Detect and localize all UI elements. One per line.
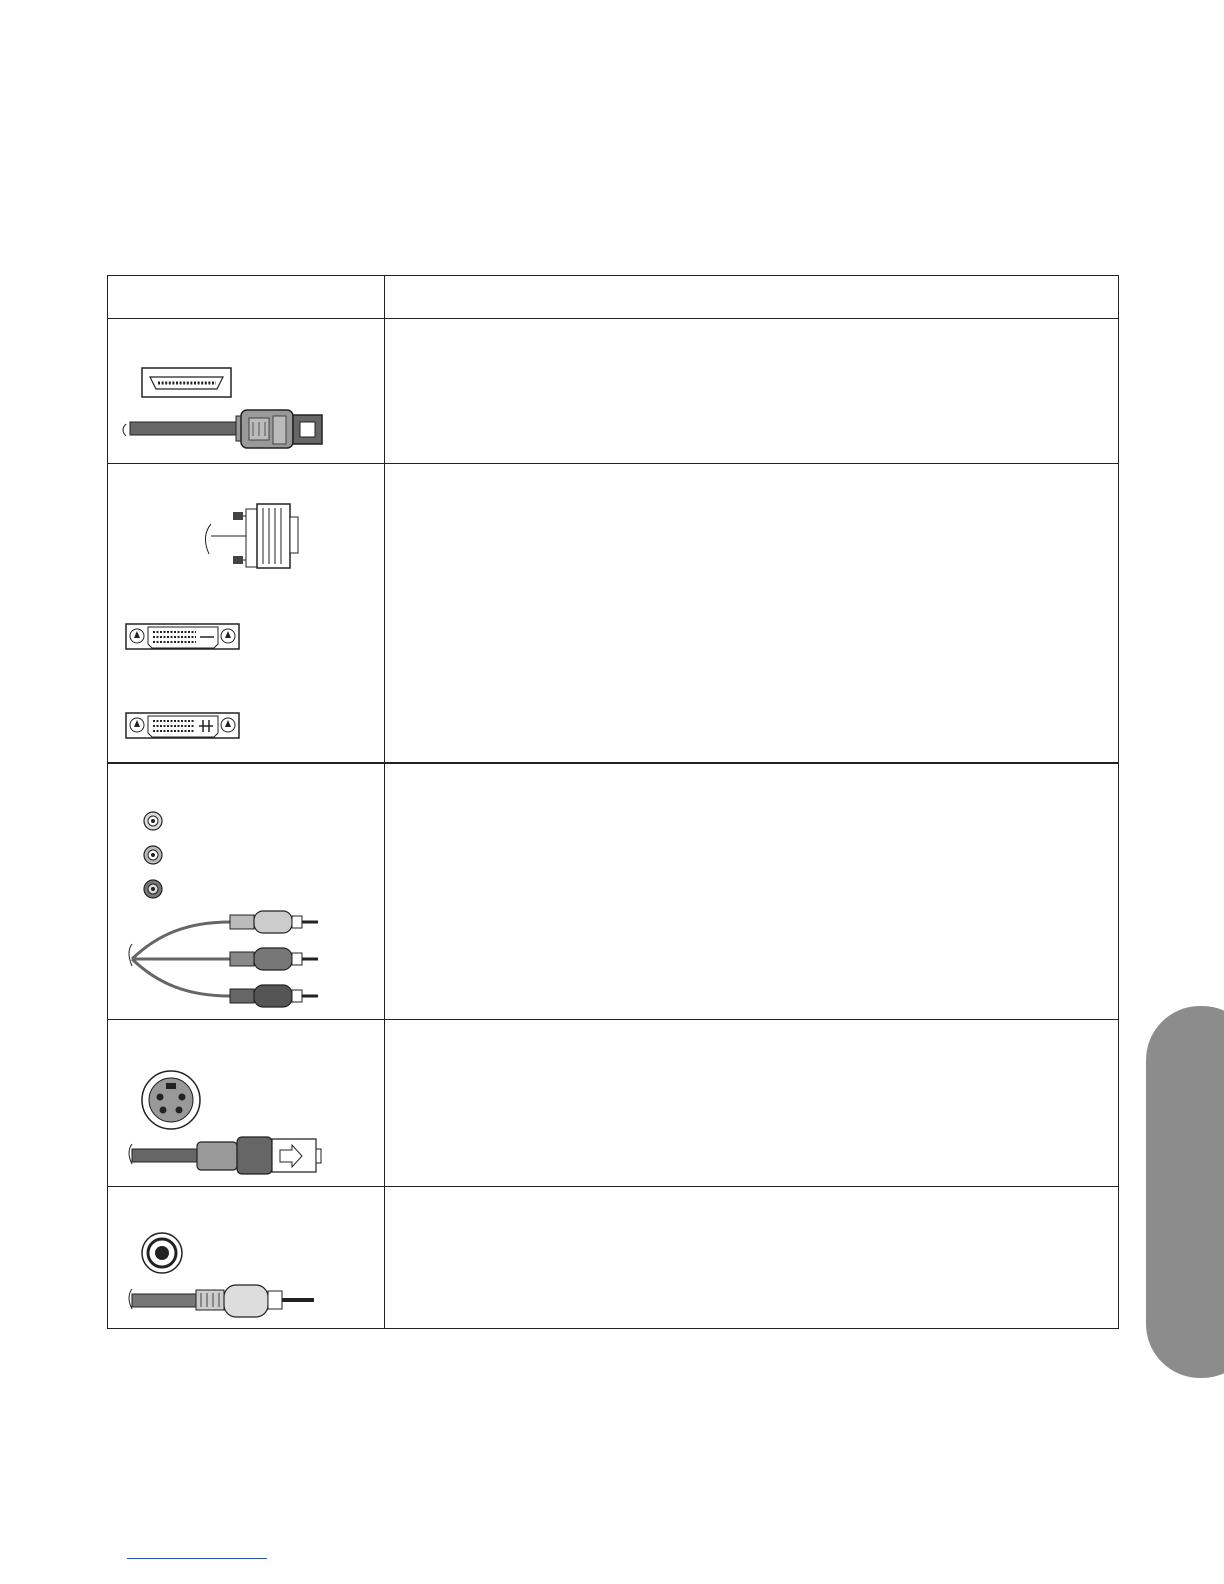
connector-image-cell: [108, 319, 385, 464]
connector-image-cell: [108, 464, 385, 764]
connector-description: [385, 1020, 1119, 1187]
table-row-component: [108, 763, 1119, 1020]
s-video-port-icon: [142, 1071, 200, 1129]
connector-description: [385, 319, 1119, 464]
table-header-description: [385, 276, 1119, 319]
side-tab: [1146, 1006, 1224, 1378]
connector-image-cell: [108, 1187, 385, 1329]
connector-description: [385, 763, 1119, 1020]
connector-description: [385, 1187, 1119, 1329]
hdmi-port-icon: [142, 368, 231, 397]
footer-link-underline: [127, 1558, 267, 1559]
dvi-d-port-icon: [126, 624, 239, 649]
connector-table: [107, 275, 1119, 1329]
table-row-composite: [108, 1187, 1119, 1329]
composite-cable-icon: [129, 1285, 314, 1317]
rca-jacks-icon: [144, 812, 162, 898]
table-header-row: [108, 276, 1119, 319]
table-header-connector: [108, 276, 385, 319]
connector-image-cell: [108, 763, 385, 1020]
s-video-cable-icon: [129, 1137, 321, 1174]
connector-image-cell: [108, 1020, 385, 1187]
connector-description: [385, 464, 1119, 764]
rca-jack-icon: [142, 1233, 182, 1273]
dvi-i-port-icon: [126, 713, 239, 738]
table-row-s-video: [108, 1020, 1119, 1187]
table-row-hdmi: [108, 319, 1119, 464]
dvi-cable-icon: [205, 504, 298, 568]
table-row-dvi: [108, 464, 1119, 764]
hdmi-cable-icon: [123, 410, 322, 448]
component-cable-icon: [129, 911, 318, 1007]
